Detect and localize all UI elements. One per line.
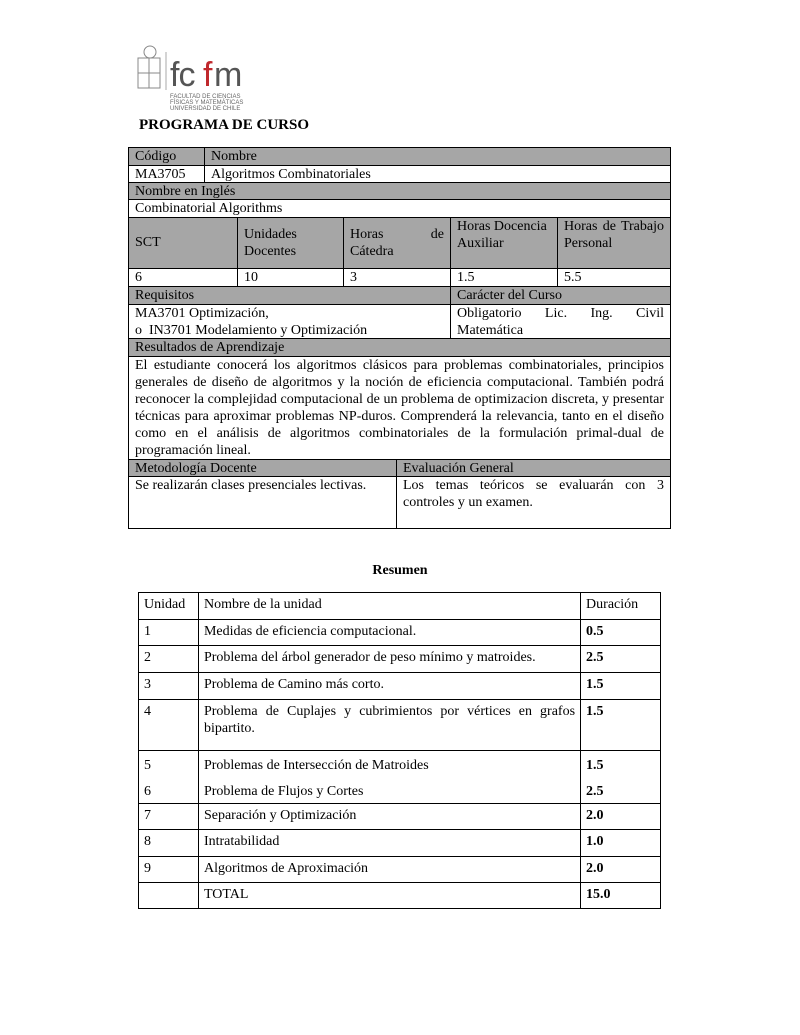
unit-number: 3	[139, 673, 199, 700]
unit-number: 9	[139, 857, 199, 883]
catedra-header: Horas de Cátedra	[343, 217, 451, 269]
unit-name: Problema de Cuplajes y cubrimientos por vértices en grafos bipartito.	[198, 700, 580, 751]
table-row	[139, 700, 661, 751]
personal-header: Horas de Trabajo Personal	[557, 217, 671, 269]
metodologia-value: Se realizarán clases presenciales lectivas.	[128, 476, 397, 529]
unit-name: Intratabilidad	[198, 830, 580, 857]
ingles-label: Nombre en Inglés	[128, 182, 671, 200]
table-row	[139, 646, 661, 673]
unit-duration: 0.5	[581, 620, 661, 646]
nombre-value: Algoritmos Combinatoriales	[204, 165, 671, 183]
unit-duration: 2.0	[581, 857, 661, 883]
svg-text:m: m	[214, 56, 243, 94]
unit-duration	[581, 751, 661, 804]
unit-duration: 2.0	[581, 804, 661, 830]
unit-number	[139, 883, 199, 909]
unit-name: Problema del árbol generador de peso mínimo y matroides.	[198, 646, 580, 673]
svg-text:fc: fc	[170, 56, 195, 94]
svg-text:UNIVERSIDAD DE CHILE: UNIVERSIDAD DE CHILE	[170, 106, 241, 112]
table-row	[139, 830, 661, 857]
unit-name: Separación y Optimización	[198, 804, 580, 830]
sct-value: 6	[128, 268, 238, 287]
requisito-1: MA3701 Optimización,	[135, 306, 269, 321]
unit-duration-6: 2.5	[586, 784, 604, 799]
svg-text:FACULTAD DE CIENCIAS: FACULTAD DE CIENCIAS	[170, 94, 241, 100]
table-header-row	[139, 593, 661, 620]
requisito-2: o IN3701 Modelamiento y Optimización	[135, 323, 368, 338]
unit-number: 1	[139, 620, 199, 646]
svg-text:f: f	[203, 56, 213, 94]
unit-duration: 2.5	[581, 646, 661, 673]
auxiliar-header: Horas Docencia Auxiliar	[450, 217, 558, 269]
caracter-label: Carácter del Curso	[450, 286, 671, 305]
page-title: PROGRAMA DE CURSO	[139, 117, 310, 133]
nombre-label: Nombre	[204, 147, 671, 166]
unit-duration: 1.5	[581, 673, 661, 700]
unit-name: Problema de Camino más corto.	[198, 673, 580, 700]
total-label: TOTAL	[198, 883, 580, 909]
unit-name: Algoritmos de Aproximación	[198, 857, 580, 883]
caracter-value: Obligatorio Lic. Ing. Civil Matemática	[450, 304, 671, 339]
table-row	[139, 751, 661, 804]
unit-number: 4	[139, 700, 199, 751]
resultados-value: El estudiante conocerá los algoritmos clásicos para problemas combinatoriales, principios generales de diseño de algoritmos y la noción de eficiencia computacional. También podrá reconocer la complejidad computacional de un problema de optimizacion discreta, y presentar técnicas para aproximar problemas NP-duros. Comprenderá la relevancia, tanto en el diseño como en el análisis de algoritmos combinatoriales de la formulación primal-dual de programación lineal.	[128, 356, 671, 460]
unit-name: Medidas de eficiencia computacional.	[198, 620, 580, 646]
unit-number	[139, 751, 199, 804]
codigo-label: Código	[128, 147, 205, 166]
table-row	[139, 620, 661, 646]
unit-number-5: 5	[144, 758, 151, 773]
sct-header: SCT	[128, 217, 238, 269]
unit-number: 8	[139, 830, 199, 857]
requisitos-label: Requisitos	[128, 286, 451, 305]
table-row	[139, 804, 661, 830]
total-row	[139, 883, 661, 909]
metodologia-label: Metodología Docente	[128, 459, 397, 477]
unit-name	[198, 751, 580, 804]
unit-duration: 1.0	[581, 830, 661, 857]
unit-number-6: 6	[144, 784, 151, 799]
auxiliar-value: 1.5	[450, 268, 558, 287]
resumen-title: Resumen	[372, 563, 428, 578]
unit-number: 7	[139, 804, 199, 830]
table-row	[139, 673, 661, 700]
codigo-value: MA3705	[128, 165, 205, 183]
unidades-value: 10	[237, 268, 344, 287]
header-duracion: Duración	[581, 593, 661, 620]
unit-number: 2	[139, 646, 199, 673]
unit-duration: 1.5	[581, 700, 661, 751]
unit-name-5: Problemas de Intersección de Matroides	[203, 758, 429, 773]
unidades-header: Unidades Docentes	[237, 217, 344, 269]
total-duration: 15.0	[581, 883, 661, 909]
table-row	[139, 857, 661, 883]
evaluacion-value: Los temas teóricos se evaluarán con 3 controles y un examen.	[396, 476, 671, 529]
unit-name-6: Problema de Flujos y Cortes	[203, 784, 364, 799]
svg-text:FÍSICAS Y MATEMÁTICAS: FÍSICAS Y MATEMÁTICAS	[170, 100, 244, 106]
header-nombre: Nombre de la unidad	[198, 593, 580, 620]
ingles-value: Combinatorial Algorithms	[128, 199, 671, 218]
resultados-label: Resultados de Aprendizaje	[128, 338, 671, 357]
evaluacion-label: Evaluación General	[396, 459, 671, 477]
unit-duration-5: 1.5	[586, 758, 604, 773]
header-unidad: Unidad	[139, 593, 199, 620]
requisitos-value	[128, 304, 451, 339]
personal-value: 5.5	[557, 268, 671, 287]
catedra-value: 3	[343, 268, 451, 287]
resumen-table	[138, 592, 661, 909]
fcfm-logo	[136, 42, 256, 114]
